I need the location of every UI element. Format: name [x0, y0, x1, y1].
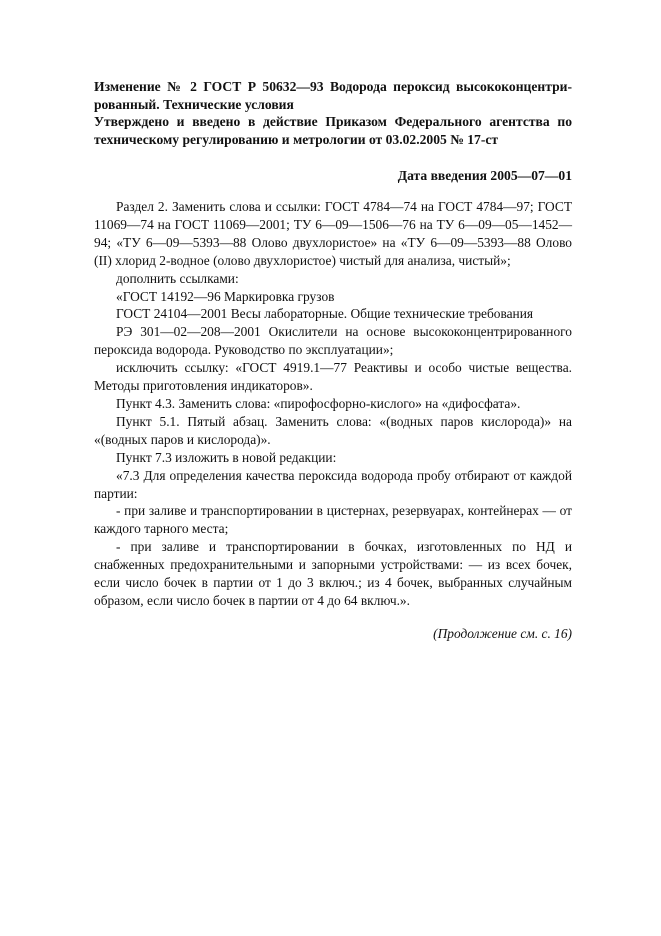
paragraph: Пункт 7.3 изложить в новой редакции:: [116, 449, 337, 465]
paragraph: ГОСТ 24104—2001 Весы лабораторные. Общие технические требования: [116, 306, 534, 322]
paragraph: «ГОСТ 14192—96 Маркировка грузов: [116, 288, 335, 304]
paragraph: - при заливе и транспортировании в бочках, изготовленных по НД и снабженных предохранительными и запорными устройствами: — из всех бочек, если число бочек в партии от 1 до 3 включ.; из 4 бочек, выбранных случайным образом, если число бочек в партии от 4 до 64 включ.».: [94, 539, 572, 608]
paragraph: дополнить ссылками:: [116, 270, 239, 286]
continuation-note: (Продолжение см. с. 16): [433, 625, 572, 641]
effective-date: Дата введения 2005—07—01: [397, 168, 572, 183]
paragraph: Пункт 4.3. Заменить слова: «пирофосфорно-кислого» на «дифосфата».: [116, 395, 521, 411]
amendment-title: Изменение № 2 ГОСТ Р 50632—93 Водорода пероксид высококонцентрированный. Технические условия: [94, 79, 572, 112]
paragraph: - при заливе и транспортировании в цистернах, резервуарах, контейнерах — от каждого тарного места;: [94, 503, 572, 537]
paragraph: РЭ 301—02—208—2001 Окислители на основе высококонцентрированного пероксида водорода. Руководство по эксплуатации»;: [94, 324, 572, 358]
document-page: [94, 78, 572, 655]
paragraph: Раздел 2. Заменить слова и ссылки: ГОСТ 4784—74 на ГОСТ 4784—97; ГОСТ 11069—74 на ГОСТ 11069—2001; ТУ 6—09—1506—76 на ТУ 6—09—05—1452—94; «ТУ 6—09—5393—88 Олово двухлористое» на «ТУ 6—09—5393—88 Олово (II) хлорид 2-водное (олово двухлористое) чистый для анализа, чистый»;: [94, 199, 572, 268]
paragraph: «7.3 Для определения качества пероксида водорода пробу отбирают от каждой партии:: [94, 467, 572, 501]
approval-statement: Утверждено и введено в действие Приказом Федерального агентства по техническому регулированию и метрологии от 03.02.2005 № 17-ст: [94, 114, 572, 147]
amendment-body: [94, 198, 572, 610]
paragraph: Пункт 5.1. Пятый абзац. Заменить слова: «(водных паров кислорода)» на «(водных паров и кислорода)».: [94, 413, 572, 447]
paragraph: исключить ссылку: «ГОСТ 4919.1—77 Реактивы и особо чистые вещества. Методы приготовления индикаторов».: [94, 360, 572, 394]
